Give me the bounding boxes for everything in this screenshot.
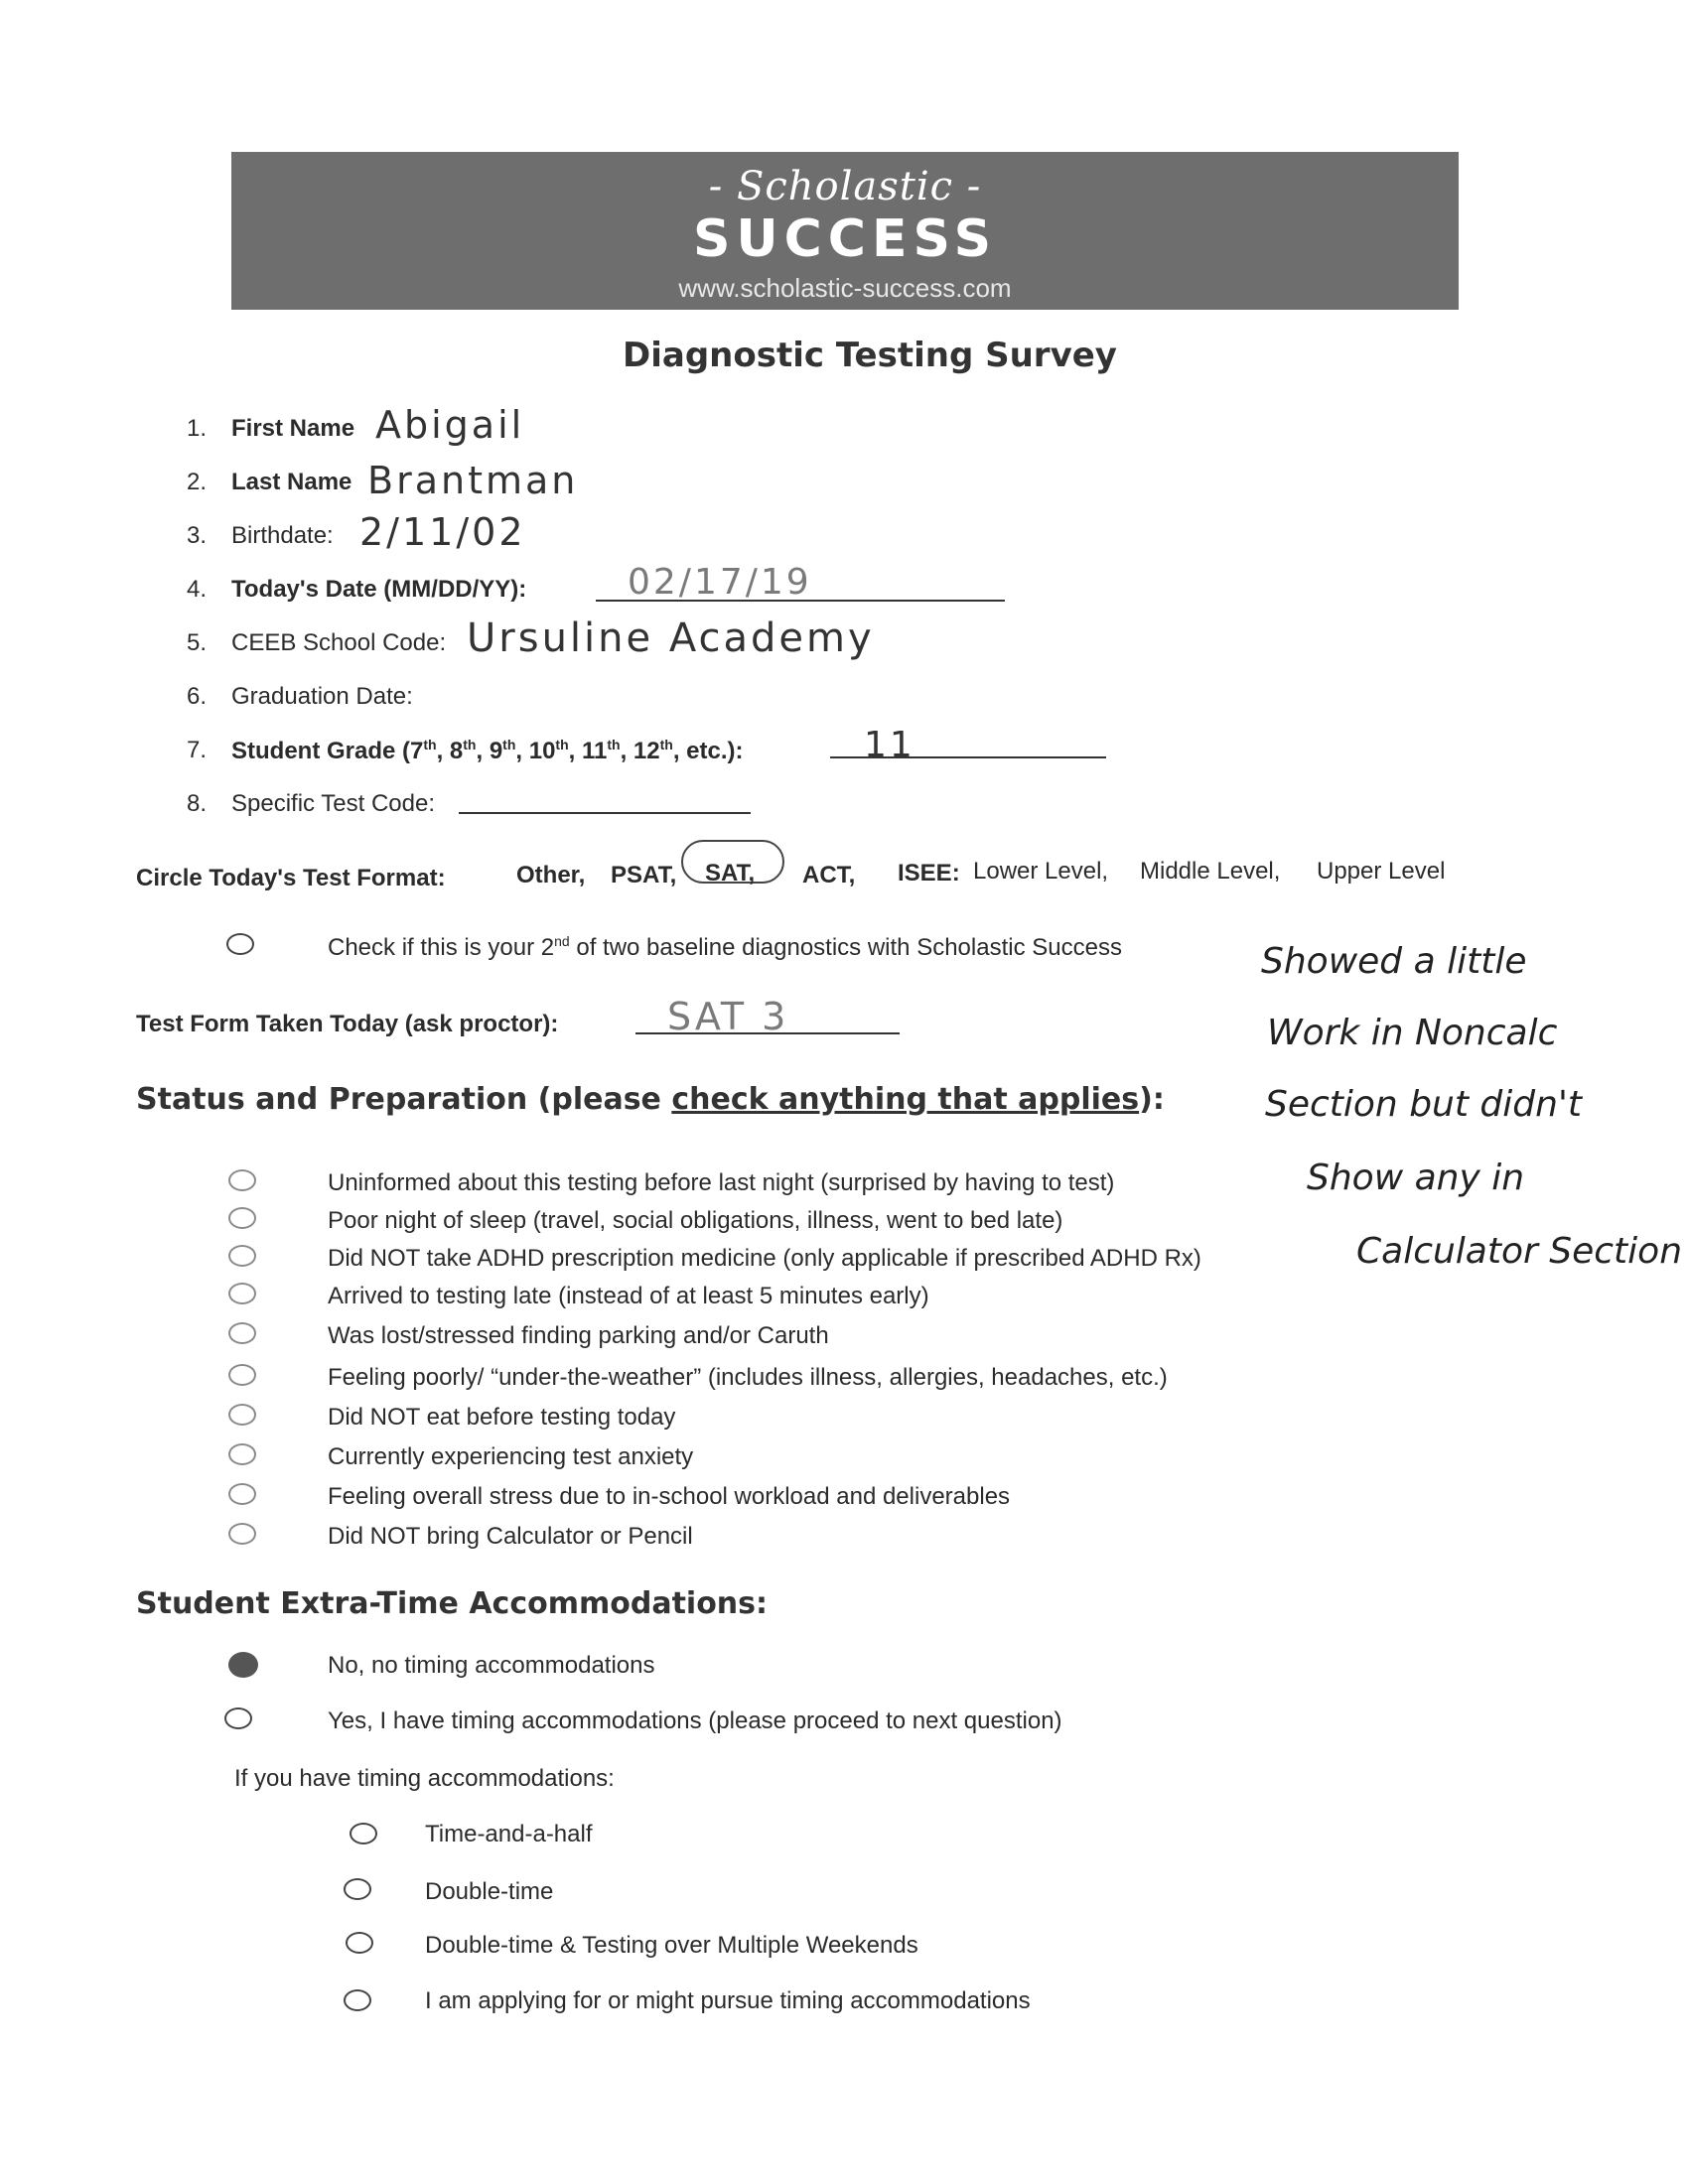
status-checkbox[interactable]	[228, 1364, 256, 1386]
test-format-label: Circle Today's Test Format:	[136, 865, 446, 891]
first-name-value[interactable]: Abigail	[375, 403, 525, 447]
field-number: 2.	[186, 469, 207, 495]
handwritten-note-line: Work in Noncalc	[1267, 1013, 1558, 1053]
status-item: Uninformed about this testing before last night (surprised by having to test)	[328, 1169, 1115, 1196]
no-accommodations-radio[interactable]	[228, 1652, 258, 1678]
field-number: 8.	[186, 790, 207, 817]
student-grade-value[interactable]: 11	[864, 725, 915, 765]
status-item: Arrived to testing late (instead of at least 5 minutes early)	[328, 1283, 929, 1309]
double-time-text: Double-time	[425, 1878, 554, 1905]
test-form-label: Test Form Taken Today (ask proctor):	[136, 1011, 559, 1037]
status-item: Feeling overall stress due to in-school workload and deliverables	[328, 1483, 1011, 1510]
field-number: 3.	[186, 522, 207, 549]
status-item: Did NOT bring Calculator or Pencil	[328, 1523, 693, 1550]
status-item: Did NOT eat before testing today	[328, 1404, 676, 1431]
status-heading: Status and Preparation (please check anything that applies):	[136, 1082, 1165, 1117]
status-checkbox[interactable]	[228, 1169, 256, 1191]
status-item: Was lost/stressed finding parking and/or Caruth	[328, 1322, 829, 1349]
status-item: Feeling poorly/ “under-the-weather” (includes illness, allergies, headaches, etc.)	[328, 1364, 1168, 1391]
page-title: Diagnostic Testing Survey	[623, 336, 1117, 375]
time-and-a-half-radio[interactable]	[350, 1823, 377, 1844]
handwritten-note-line: Show any in	[1307, 1158, 1525, 1198]
status-checkbox[interactable]	[228, 1283, 256, 1304]
field-number: 7.	[186, 737, 207, 763]
status-checkbox[interactable]	[228, 1443, 256, 1465]
brand-tagline: - Scholastic -	[708, 164, 982, 209]
first-name-label: First Name	[231, 415, 355, 442]
field-number: 6.	[186, 683, 207, 710]
handwritten-note-line: Section but didn't	[1265, 1084, 1582, 1125]
test-code-line	[459, 812, 751, 814]
field-number: 4.	[186, 576, 207, 603]
todays-date-value[interactable]: 02/17/19	[628, 562, 812, 603]
header-banner	[231, 152, 1459, 310]
applying-accommodations-radio[interactable]	[344, 1989, 371, 2011]
status-item: Did NOT take ADHD prescription medicine (only applicable if prescribed ADHD Rx)	[328, 1245, 1201, 1272]
birthdate-value[interactable]: 2/11/02	[359, 510, 526, 554]
format-option-psat[interactable]: PSAT,	[611, 862, 677, 888]
double-time-multiple-weekends-radio[interactable]	[346, 1932, 373, 1954]
last-name-label: Last Name	[231, 469, 352, 495]
last-name-value[interactable]: Brantman	[367, 459, 579, 502]
accommodations-heading: Student Extra-Time Accommodations:	[136, 1586, 769, 1621]
test-form-line	[635, 1032, 900, 1034]
status-checkbox[interactable]	[228, 1523, 256, 1545]
student-grade-label: Student Grade (7th, 8th, 9th, 10th, 11th, 12th, etc.):	[231, 737, 744, 764]
student-grade-line	[830, 756, 1106, 758]
brand-name: SUCCESS	[692, 209, 998, 269]
second-diagnostic-text: Check if this is your 2nd of two baseline diagnostics with Scholastic Success	[328, 933, 1122, 961]
test-code-label: Specific Test Code:	[231, 790, 435, 817]
handwritten-note-line: Calculator Section	[1356, 1231, 1683, 1272]
format-option-other[interactable]: Other,	[516, 862, 586, 888]
status-checkbox[interactable]	[228, 1322, 256, 1344]
second-diagnostic-checkbox[interactable]	[226, 933, 254, 955]
todays-date-label: Today's Date (MM/DD/YY):	[231, 576, 527, 603]
applying-accommodations-text: I am applying for or might pursue timing accommodations	[425, 1987, 1031, 2014]
double-time-multiple-weekends-text: Double-time & Testing over Multiple Weekends	[425, 1932, 918, 1959]
isee-lower-level[interactable]: Lower Level,	[973, 858, 1109, 885]
timing-accommodations-label: If you have timing accommodations:	[234, 1765, 615, 1792]
status-item: Poor night of sleep (travel, social obligations, illness, went to bed late)	[328, 1207, 1063, 1234]
status-checkbox[interactable]	[228, 1404, 256, 1426]
status-item: Currently experiencing test anxiety	[328, 1443, 694, 1470]
ceeb-code-label: CEEB School Code:	[231, 629, 447, 656]
no-accommodations-text: No, no timing accommodations	[328, 1652, 655, 1679]
handwritten-note-line: Showed a little	[1261, 941, 1527, 982]
double-time-radio[interactable]	[344, 1878, 371, 1900]
yes-accommodations-text: Yes, I have timing accommodations (please proceed to next question)	[328, 1707, 1062, 1734]
status-checkbox[interactable]	[228, 1207, 256, 1229]
todays-date-line	[596, 600, 1005, 602]
yes-accommodations-radio[interactable]	[224, 1707, 252, 1729]
isee-upper-level[interactable]: Upper Level	[1317, 858, 1446, 885]
time-and-a-half-text: Time-and-a-half	[425, 1821, 593, 1847]
test-form-value[interactable]: SAT 3	[667, 995, 789, 1038]
status-checkbox[interactable]	[228, 1245, 256, 1267]
format-option-act[interactable]: ACT,	[802, 862, 856, 888]
field-number: 5.	[186, 629, 207, 656]
isee-label: ISEE:	[898, 860, 960, 887]
isee-middle-level[interactable]: Middle Level,	[1140, 858, 1281, 885]
field-number: 1.	[186, 415, 207, 442]
brand-url: www.scholastic-success.com	[678, 273, 1012, 303]
format-option-sat[interactable]: SAT,	[705, 860, 756, 887]
birthdate-label: Birthdate:	[231, 522, 334, 549]
status-checkbox[interactable]	[228, 1483, 256, 1505]
ceeb-code-value[interactable]: Ursuline Academy	[467, 615, 875, 661]
graduation-date-label: Graduation Date:	[231, 683, 413, 710]
